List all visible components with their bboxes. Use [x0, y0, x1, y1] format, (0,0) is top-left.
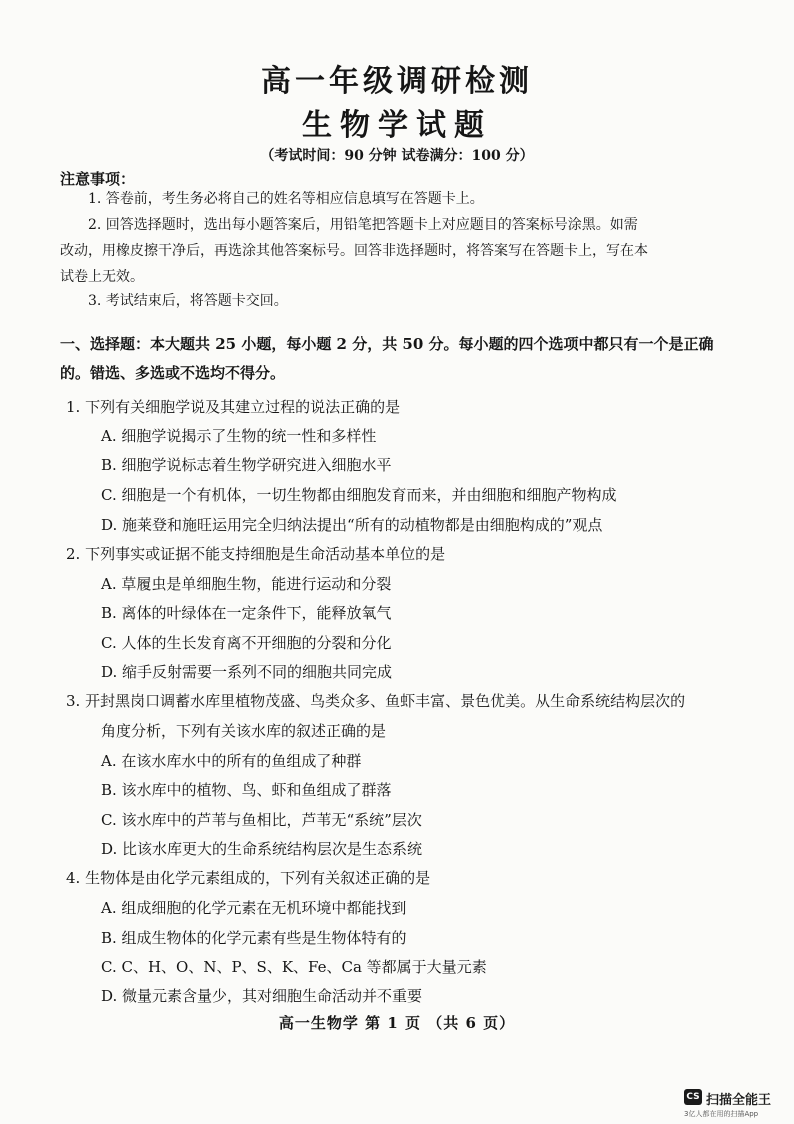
- question-option: A. 组成细胞的化学元素在无机环境中都能找到: [101, 899, 407, 917]
- page-footer: 高一生物学 第 1 页 （共 6 页）: [278, 1014, 516, 1032]
- notes-title: 注意事项：: [60, 170, 136, 188]
- question-option: C. 细胞是一个有机体，一切生物都由细胞发育而来，并由细胞和细胞产物构成: [101, 486, 617, 504]
- question-option: C. 该水库中的芦苇与鱼相比，芦苇无“系统”层次: [101, 811, 422, 829]
- question-option: D. 施莱登和施旺运用完全归纳法提出“所有的动植物都是由细胞构成的”观点: [101, 516, 603, 534]
- note-line: 1. 答卷前，考生务必将自己的姓名等相应信息填写在答题卡上。: [88, 191, 484, 207]
- camscanner-logo-icon: CS: [684, 1089, 702, 1105]
- question-stem: 4. 生物体是由化学元素组成的，下列有关叙述正确的是: [66, 869, 431, 887]
- section-heading-cont: 的。错选、多选或不选均不得分。: [60, 364, 286, 382]
- question-option: C. 人体的生长发育离不开细胞的分裂和分化: [101, 634, 392, 652]
- question-option: C. C、H、O、N、P、S、K、Fe、Ca 等都属于大量元素: [101, 958, 487, 976]
- question-option: D. 比该水库更大的生命系统结构层次是生态系统: [101, 840, 423, 858]
- question-stem: 3. 开封黑岗口调蓄水库里植物茂盛、鸟类众多、鱼虾丰富、景色优美。从生命系统结构层次的: [66, 692, 686, 710]
- subject-title: 生物学试题: [302, 108, 492, 143]
- note-line: 2. 回答选择题时，选出每小题答案后，用铅笔把答题卡上对应题目的答案标号涂黑。如需: [88, 217, 638, 233]
- question-option: B. 细胞学说标志着生物学研究进入细胞水平: [101, 456, 392, 474]
- note-line: 试卷上无效。: [60, 269, 144, 285]
- question-option: B. 该水库中的植物、鸟、虾和鱼组成了群落: [101, 781, 392, 799]
- question-stem: 1. 下列有关细胞学说及其建立过程的说法正确的是: [66, 398, 401, 416]
- question-option: B. 组成生物体的化学元素有些是生物体特有的: [101, 929, 407, 947]
- question-option: D. 缩手反射需要一系列不同的细胞共同完成: [101, 663, 393, 681]
- scanner-watermark: [684, 1087, 788, 1119]
- section-heading: 一、选择题：本大题共 25 小题，每小题 2 分，共 50 分。每小题的四个选项中都只有一个是正确: [60, 335, 714, 353]
- exam-title: 高一年级调研检测: [261, 64, 533, 99]
- question-option: D. 微量元素含量少，其对细胞生命活动并不重要: [101, 987, 423, 1005]
- question-stem: 2. 下列事实或证据不能支持细胞是生命活动基本单位的是: [66, 545, 446, 563]
- question-option: B. 离体的叶绿体在一定条件下，能释放氧气: [101, 604, 392, 622]
- scanner-tagline: 3亿人都在用的扫描App: [684, 1110, 759, 1118]
- note-line: 改动，用橡皮擦干净后，再选涂其他答案标号。回答非选择题时，将答案写在答题卡上，写在本: [60, 243, 648, 259]
- exam-info: （考试时间：90 分钟 试卷满分：100 分）: [260, 148, 534, 164]
- note-line: 3. 考试结束后，将答题卡交回。: [88, 293, 288, 309]
- question-option: A. 草履虫是单细胞生物，能进行运动和分裂: [101, 575, 392, 593]
- scanner-app-name: 扫描全能王: [706, 1093, 772, 1108]
- question-option: A. 细胞学说揭示了生物的统一性和多样性: [101, 427, 377, 445]
- question-stem-cont: 角度分析，下列有关该水库的叙述正确的是: [101, 722, 387, 740]
- question-option: A. 在该水库水中的所有的鱼组成了种群: [101, 752, 362, 770]
